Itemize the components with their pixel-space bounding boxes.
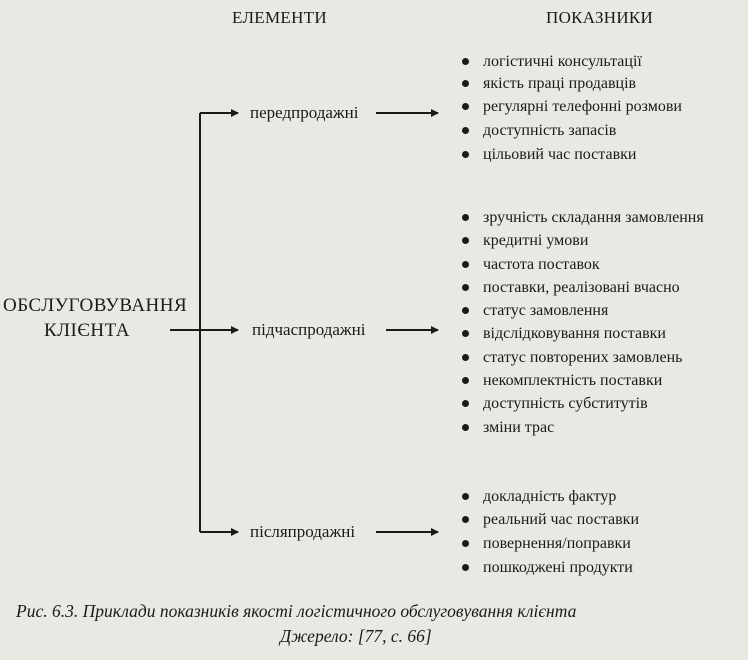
group-label-pre-sale: передпродажні [250,103,359,122]
bullet-icon [462,127,469,134]
indicator-item: докладність фактур [483,488,617,505]
bullet-icon [462,58,469,65]
indicator-item: логістичні консультації [483,53,642,70]
indicator-item: зміни трас [483,419,555,436]
header-elements: ЕЛЕМЕНТИ [232,8,327,27]
indicator-item: статус повторених замовлень [483,349,683,366]
indicator-item: доступність запасів [483,122,617,139]
indicator-item: статус замовлення [483,302,609,319]
group-label-during-sale: підчаспродажні [252,320,366,339]
bullet-icon [462,261,469,268]
indicator-item: регулярні телефонні розмови [483,98,682,115]
indicator-item: якість праці продавців [483,75,637,92]
indicator-item: реальний час поставки [483,511,639,528]
indicator-item: пошкоджені продукти [483,559,633,576]
figure-source: Джерело: [77, с. 66] [280,626,432,646]
indicator-item: цільовий час поставки [483,146,637,163]
indicator-item: доступність субститутів [483,395,648,412]
indicator-item: частота поставок [483,256,600,273]
bullet-icon [462,80,469,87]
root-node-line1: ОБСЛУГОВУВАННЯ [3,295,188,316]
bullet-icon [462,516,469,523]
bullet-icon [462,400,469,407]
bullet-icon [462,330,469,337]
bullet-icon [462,540,469,547]
bullet-icon [462,103,469,110]
bullet-icon [462,237,469,244]
bullet-icon [462,284,469,291]
bullet-icon [462,424,469,431]
indicator-item: поставки, реалізовані вчасно [483,279,680,296]
group-label-post-sale: післяпродажні [250,522,356,541]
bullet-icon [462,354,469,361]
bullet-icon [462,564,469,571]
bullet-icon [462,377,469,384]
indicator-item: відслідковування поставки [483,325,666,342]
figure-caption: Рис. 6.3. Приклади показників якості логістичного обслуговування клієнта [16,601,577,621]
bullet-icon [462,307,469,314]
bullet-icon [462,151,469,158]
indicator-item: повернення/поправки [483,535,631,552]
indicator-item: некомплектність поставки [483,372,663,389]
root-node-line2: КЛІЄНТА [43,320,131,341]
bullet-icon [462,214,469,221]
header-indicators: ПОКАЗНИКИ [546,8,654,27]
bullet-icon [462,493,469,500]
indicator-item: зручність складання замовлення [483,209,704,226]
indicator-item: кредитні умови [483,232,589,249]
